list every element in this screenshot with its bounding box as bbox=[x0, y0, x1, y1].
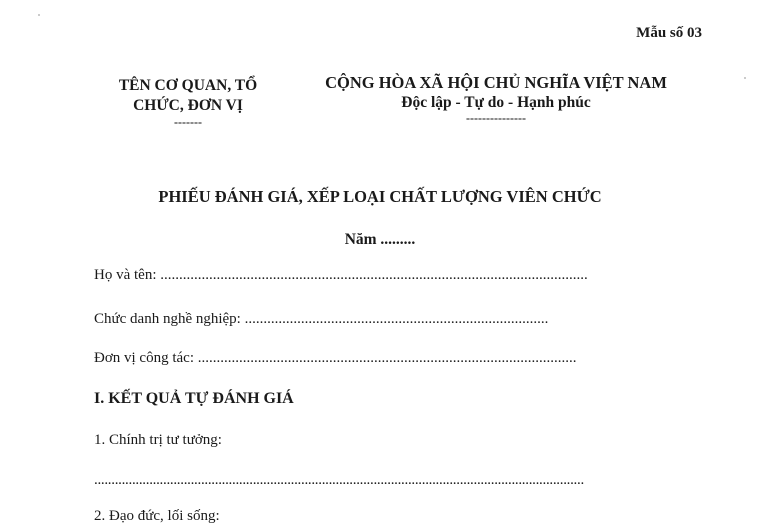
document-title: PHIẾU ĐÁNH GIÁ, XẾP LOẠI CHẤT LƯỢNG VIÊN CHỨC bbox=[158, 187, 602, 206]
nation-name: CỘNG HÒA XÃ HỘI CHỦ NGHĨA VIỆT NAM bbox=[325, 73, 667, 92]
scan-speck bbox=[38, 14, 40, 16]
job-title-field: Chức danh nghề nghiệp: ................................................................................. bbox=[94, 311, 549, 327]
item-political-ideology: 1. Chính trị tư tưởng: bbox=[94, 432, 222, 448]
document-year: Năm ......... bbox=[344, 231, 416, 248]
form-number: Mẫu số 03 bbox=[636, 25, 702, 41]
agency-name-line1: TÊN CƠ QUAN, TỔ bbox=[118, 77, 258, 94]
scan-speck bbox=[744, 77, 746, 79]
item-political-ideology-line: .............................................................................................................................................. bbox=[94, 472, 584, 488]
agency-name-line2: CHỨC, ĐƠN VỊ bbox=[133, 97, 243, 114]
item-ethics-lifestyle: 2. Đạo đức, lối sống: bbox=[94, 508, 220, 524]
section-heading: I. KẾT QUẢ TỰ ĐÁNH GIÁ bbox=[94, 390, 294, 407]
agency-separator: ------- bbox=[174, 115, 202, 129]
nation-header bbox=[296, 72, 696, 124]
agency-header bbox=[90, 76, 286, 128]
nation-motto: Độc lập - Tự do - Hạnh phúc bbox=[401, 94, 591, 111]
full-name-field: Họ và tên: .................................................................................................................. bbox=[94, 267, 588, 283]
nation-separator: --------------- bbox=[466, 111, 526, 125]
workplace-field: Đơn vị công tác: ..................................................................................................... bbox=[94, 350, 577, 366]
